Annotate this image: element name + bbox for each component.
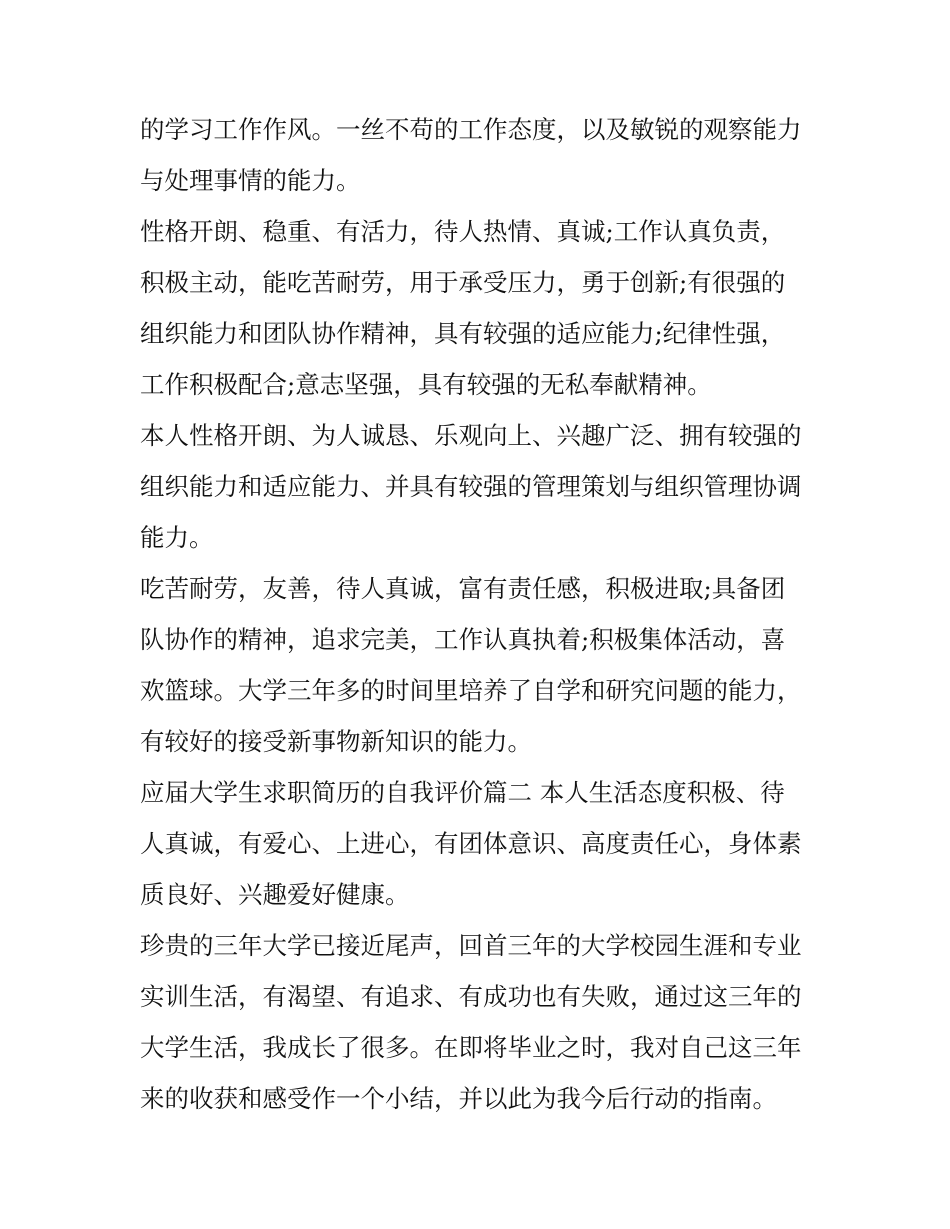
text-line: 质良好、兴趣爱好健康。 <box>140 880 410 909</box>
text-line: 组织能力和适应能力、并具有较强的管理策划与组织管理协调 <box>140 472 802 501</box>
text-line: 人真诚，有爱心、上进心，有团体意识、高度责任心，身体素 <box>140 829 802 858</box>
text-line: 的学习工作作风。一丝不苟的工作态度，以及敏锐的观察能力 <box>140 115 802 144</box>
document-body <box>140 104 820 1124</box>
text-line: 积极主动，能吃苦耐劳，用于承受压力，勇于创新;有很强的 <box>140 268 786 297</box>
text-line: 有较好的接受新事物新知识的能力。 <box>140 727 532 756</box>
text-line: 大学生活，我成长了很多。在即将毕业之时，我对自己这三年 <box>140 1033 802 1062</box>
text-line: 欢篮球。大学三年多的时间里培养了自学和研究问题的能力， <box>140 676 802 705</box>
text-line: 能力。 <box>140 523 214 552</box>
text-line: 与处理事情的能力。 <box>140 166 361 195</box>
text-line: 本人性格开朗、为人诚恳、乐观向上、兴趣广泛、拥有较强的 <box>140 421 802 450</box>
text-line: 吃苦耐劳，友善，待人真诚，富有责任感，积极进取;具备团 <box>140 574 786 603</box>
text-line: 工作积极配合;意志坚强，具有较强的无私奉献精神。 <box>140 370 712 399</box>
text-line: 性格开朗、稳重、有活力，待人热情、真诚;工作认真负责， <box>140 217 786 246</box>
text-line: 实训生活，有渴望、有追求、有成功也有失败，通过这三年的 <box>140 982 802 1011</box>
text-line: 应届大学生求职简历的自我评价篇二 本人生活态度积极、待 <box>140 778 785 807</box>
text-line: 珍贵的三年大学已接近尾声，回首三年的大学校园生涯和专业 <box>140 931 802 960</box>
text-line: 队协作的精神，追求完美，工作认真执着;积极集体活动，喜 <box>140 625 786 654</box>
text-line: 组织能力和团队协作精神，具有较强的适应能力;纪律性强， <box>140 319 786 348</box>
text-line: 来的收获和感受作一个小结，并以此为我今后行动的指南。 <box>140 1084 777 1113</box>
